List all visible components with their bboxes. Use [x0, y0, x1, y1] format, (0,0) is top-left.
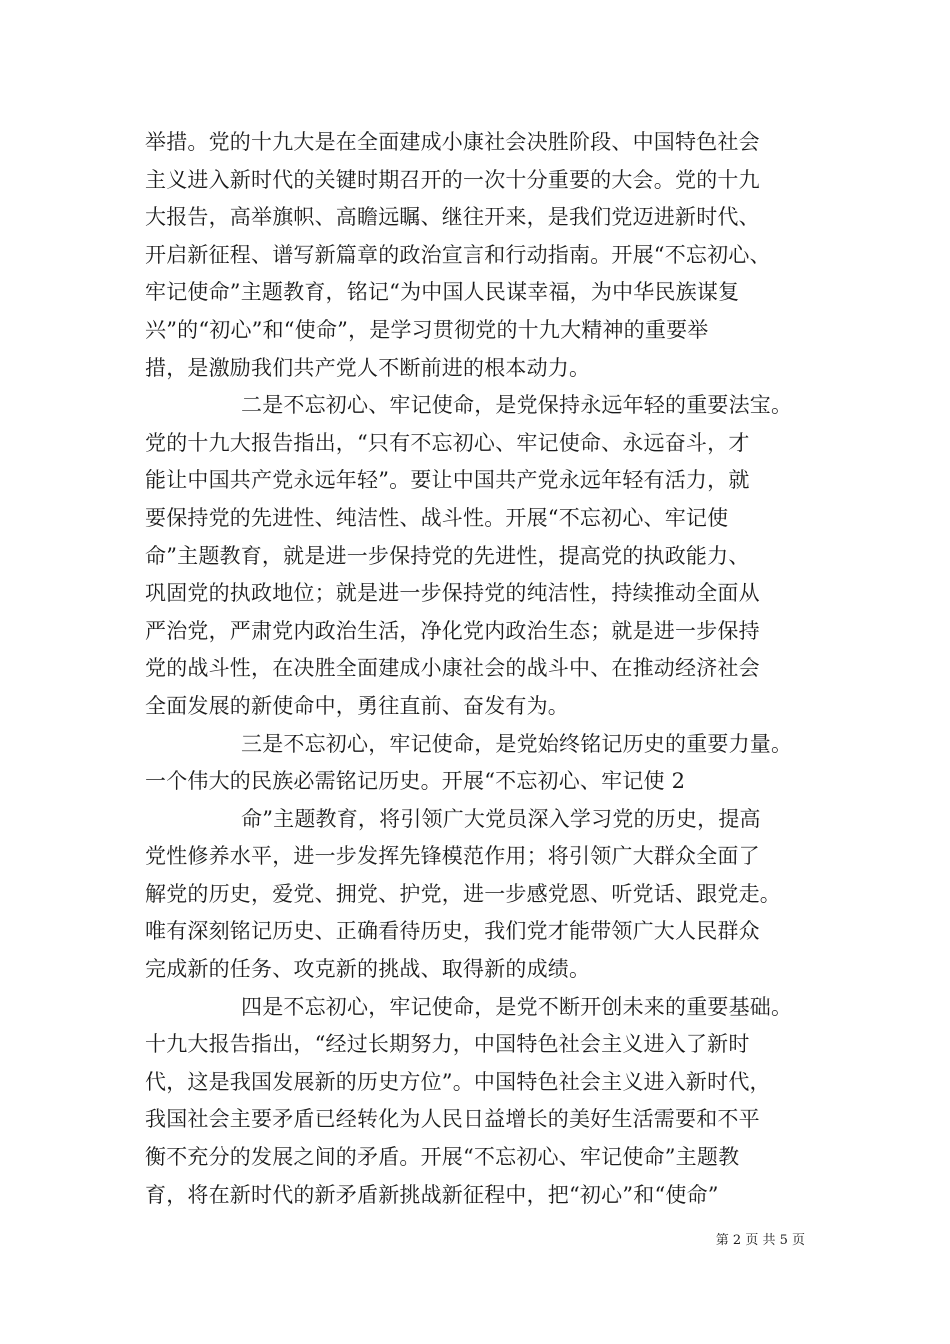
- text-line: 代，这是我国发展新的历史方位”。中国特色社会主义进入新时代，: [145, 1069, 771, 1094]
- paragraph-start-line: 四是不忘初心，牢记使命，是党不断开创未来的重要基础。: [241, 994, 793, 1019]
- text-line: 十九大报告指出，“经过长期努力，中国特色社会主义进入了新时: [145, 1032, 750, 1057]
- text-line: 严治党，严肃党内政治生活，净化党内政治生态；就是进一步保持: [145, 618, 760, 643]
- text-line: 大报告，高举旗帜、高瞻远瞩、继往开来，是我们党迈进新时代、: [145, 205, 760, 230]
- text-line: 牢记使命”主题教育，铭记“为中国人民谋幸福，为中华民族谋复: [145, 280, 740, 305]
- text-line: 巩固党的执政地位；就是进一步保持党的纯洁性，持续推动全面从: [145, 581, 760, 606]
- paragraph-start-line: 三是不忘初心，牢记使命，是党始终铭记历史的重要力量。: [241, 731, 793, 756]
- page-number-label: 第 2 页 共 5 页: [715, 1233, 805, 1248]
- text-line: 开启新征程、谱写新篇章的政治宣言和行动指南。开展“不忘初心、: [145, 242, 771, 267]
- text-line: 育，将在新时代的新矛盾新挑战新征程中，把“初心”和“使命”: [145, 1182, 719, 1207]
- text-line: 要保持党的先进性、纯洁性、战斗性。开展“不忘初心、牢记使: [145, 505, 729, 530]
- body-text: [145, 124, 835, 1214]
- text-line: 党的战斗性，在决胜全面建成小康社会的战斗中、在推动经济社会: [145, 656, 760, 681]
- text-line: 命”主题教育，就是进一步保持党的先进性，提高党的执政能力、: [145, 543, 750, 568]
- text-line: 全面发展的新使命中，勇往直前、奋发有为。: [145, 693, 569, 718]
- text-line: 主义进入新时代的关键时期召开的一次十分重要的大会。党的十九: [145, 167, 760, 192]
- text-line: 衡不充分的发展之间的矛盾。开展“不忘初心、牢记使命”主题教: [145, 1145, 740, 1170]
- text-line: 措，是激励我们共产党人不断前进的根本动力。: [145, 355, 591, 380]
- page-footer: [716, 1232, 805, 1250]
- text-line: 解党的历史，爱党、拥党、护党，进一步感党恩、听党话、跟党走。: [145, 881, 781, 906]
- text-line: 一个伟大的民族必需铭记历史。开展“不忘初心、牢记使 2: [145, 769, 686, 794]
- text-line: 党的十九大报告指出，“只有不忘初心、牢记使命、永远奋斗，才: [145, 430, 750, 455]
- text-line: 举措。党的十九大是在全面建成小康社会决胜阶段、中国特色社会: [145, 130, 760, 154]
- text-line: 党性修养水平，进一步发挥先锋模范作用；将引领广大群众全面了: [145, 844, 760, 869]
- text-line: 唯有深刻铭记历史、正确看待历史，我们党才能带领广大人民群众: [145, 919, 760, 944]
- text-line: 兴”的“初心”和“使命”，是学习贯彻党的十九大精神的重要举: [145, 317, 709, 342]
- text-line: 完成新的任务、攻克新的挑战、取得新的成绩。: [145, 957, 591, 982]
- paragraph-start-line: 命”主题教育，将引领广大党员深入学习党的历史，提高: [241, 806, 761, 831]
- text-line: 能让中国共产党永远年轻”。要让中国共产党永远年轻有活力，就: [145, 468, 750, 493]
- text-line: 我国社会主要矛盾已经转化为人民日益增长的美好生活需要和不平: [145, 1107, 760, 1132]
- paragraph-start-line: 二是不忘初心、牢记使命，是党保持永远年轻的重要法宝。: [241, 393, 793, 418]
